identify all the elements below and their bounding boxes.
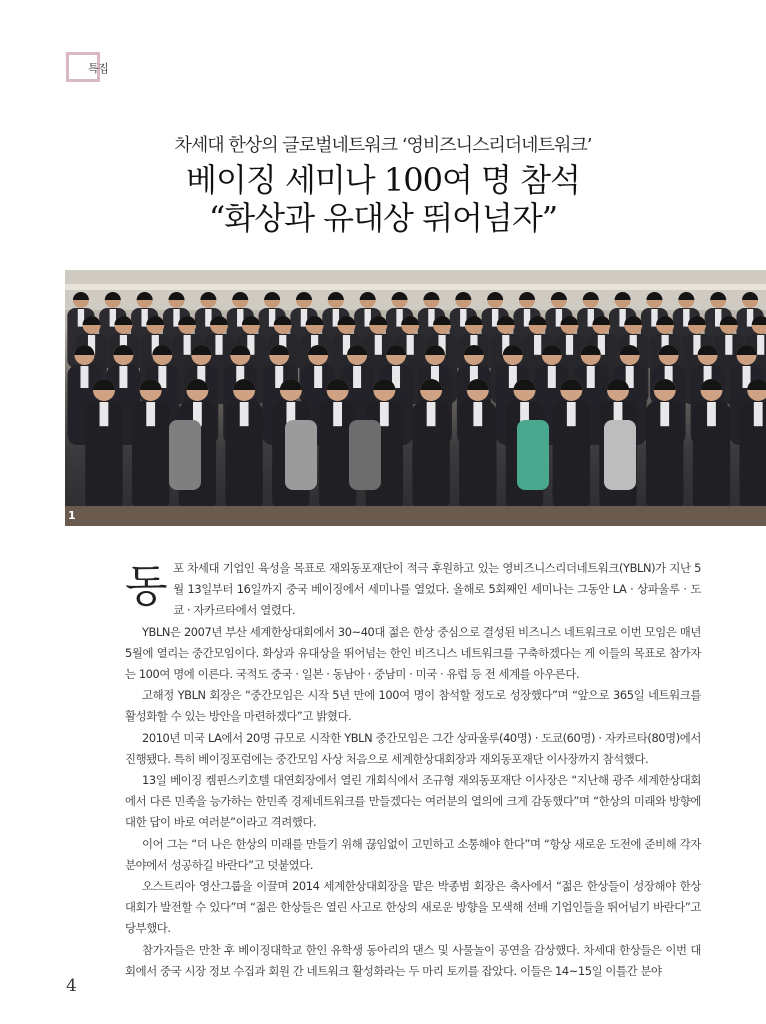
photo-floor (65, 506, 766, 526)
article-body (125, 558, 701, 982)
person-shirt (566, 335, 573, 355)
article-paragraph: 오스트리아 영산그룹을 이끌며 2014 세계한상대회장을 맡은 박종범 회장은 축사에서 “젊은 한상들이 성장해야 한상대회가 발전할 수 있다”며 “젊은 한상들은 열린 사고로 한상의 새로운 방향을 모색해 선배 기업인들을 뛰어넘기 바란다”고 당부했다. (125, 879, 701, 936)
group-photo (65, 270, 766, 526)
person-shirt (353, 366, 361, 388)
person-shirt (80, 366, 88, 388)
person-shirt (215, 335, 222, 355)
front-row-outfit (169, 420, 201, 490)
person-shirt (314, 366, 322, 388)
article-paragraph: 2010년 미국 LA에서 20명 규모로 시작한 YBLN 중간모임은 그간 상파울루(40명) · 도쿄(60명) · 자카르타(80명)에서 진행됐다. 특히 베이징포럼에는 중간모임 사상 처음으로 세계한상대회장과 재외동포재단 이사장까지 참석했다. (125, 730, 701, 766)
person-shirt (100, 402, 109, 426)
person-shirt (240, 402, 249, 426)
person-shirt (660, 402, 669, 426)
article-paragraph: 참가자들은 만찬 후 베이징대학교 한인 유학생 동아리의 댄스 및 사물놀이 공연을 감상했다. 차세대 한상들은 이번 대회에서 중국 시장 정보 수집과 회원 간 네트워크 활성화라는 두 마리 토끼를 잡았다. 이들은 14~15일 이틀간 분야 (125, 942, 701, 978)
article-headline-line1: 베이징 세미나 100여 명 참석 (186, 161, 580, 199)
person-shirt (333, 402, 342, 426)
group-photo-illustration (65, 270, 766, 526)
article-headline-line2: “화상과 유대상 뛰어넘자” (208, 199, 558, 237)
article-paragraph: YBLN은 2007년 부산 세계한상대회에서 30~40대 젊은 한상 중심으로 결성된 비즈니스 네트워크로 이번 모임은 매년 5월에 열리는 중간모임이다. 화상과 유대상을 뛰어넘는 한인 비즈니스 네트워크를 구축하겠다는 게 이들의 목표로 참가자는 100여 명에 이른다. 국적도 중국 · 일본 · 동남아 · 중남미 · 미국 · 유럽 등 전 세계를 아우른다. (125, 624, 701, 682)
article-paragraph: 포 차세대 기업인 육성을 목표로 재외동포재단이 적극 후원하고 있는 영비즈니스리더네트워크(YBLN)가 지난 5월 13일부터 16일까지 중국 베이징에서 세미나를 열었다. 올해로 5회째인 세미나는 그동안 LA · 상파울루 · 도쿄 · 자카르타에서 열렸다. (173, 561, 701, 618)
photo-number: 1 (68, 509, 76, 522)
person-shirt (473, 402, 482, 426)
person-shirt (754, 402, 763, 426)
person-shirt (707, 402, 716, 426)
person-shirt (725, 335, 732, 355)
person-shirt (534, 335, 541, 355)
person-shirt (427, 402, 436, 426)
page-number: 4 (66, 976, 77, 996)
crowd-silhouettes (67, 292, 766, 511)
person-shirt (567, 402, 576, 426)
person-shirt (587, 366, 595, 388)
photo-light-strip (65, 284, 766, 290)
article-paragraph: 13일 베이징 켐핀스키호텔 대연회장에서 열린 개회식에서 조규형 재외동포재단 이사장은 “지난해 광주 세계한상대회에서 다른 민족을 능가하는 한민족 경제네트워크를 만들겠다는 여러분의 열의에 크게 감동했다”며 “한상의 미래와 방향에 대한 답이 바로 여러분”이라고 격려했다. (125, 773, 701, 830)
person-shirt (548, 366, 556, 388)
front-row-outfit (285, 420, 317, 490)
article-subtitle: 차세대 한상의 글로벌네트워크 ‘영비즈니스리더네트워크’ (174, 135, 592, 156)
person-shirt (407, 335, 414, 355)
article-paragraph: 이어 그는 “더 나은 한상의 미래를 만들기 위해 끊임없이 고민하고 소통해야 한다”며 “항상 새로운 도전에 준비해 각자 분야에서 성공하길 바란다”고 덧붙였다. (125, 836, 701, 872)
person-shirt (757, 335, 764, 355)
front-row-outfit (349, 420, 381, 490)
front-row-outfit (517, 420, 549, 490)
section-tag-label: 특집 (88, 62, 109, 75)
person-shirt (375, 335, 382, 355)
person-shirt (119, 366, 127, 388)
front-row-outfit (604, 420, 636, 490)
person-shirt (380, 402, 389, 426)
person-shirt (146, 402, 155, 426)
article-paragraph: 고해정 YBLN 회장은 “중간모임은 시작 5년 만에 100여 명이 참석할 정도로 성장했다”며 “앞으로 365일 네트워크를 활성화할 수 있는 방안을 마련하겠다”고 밝혔다. (125, 688, 701, 724)
person-shirt (184, 335, 191, 355)
article-dropcap: 동 (125, 561, 168, 612)
